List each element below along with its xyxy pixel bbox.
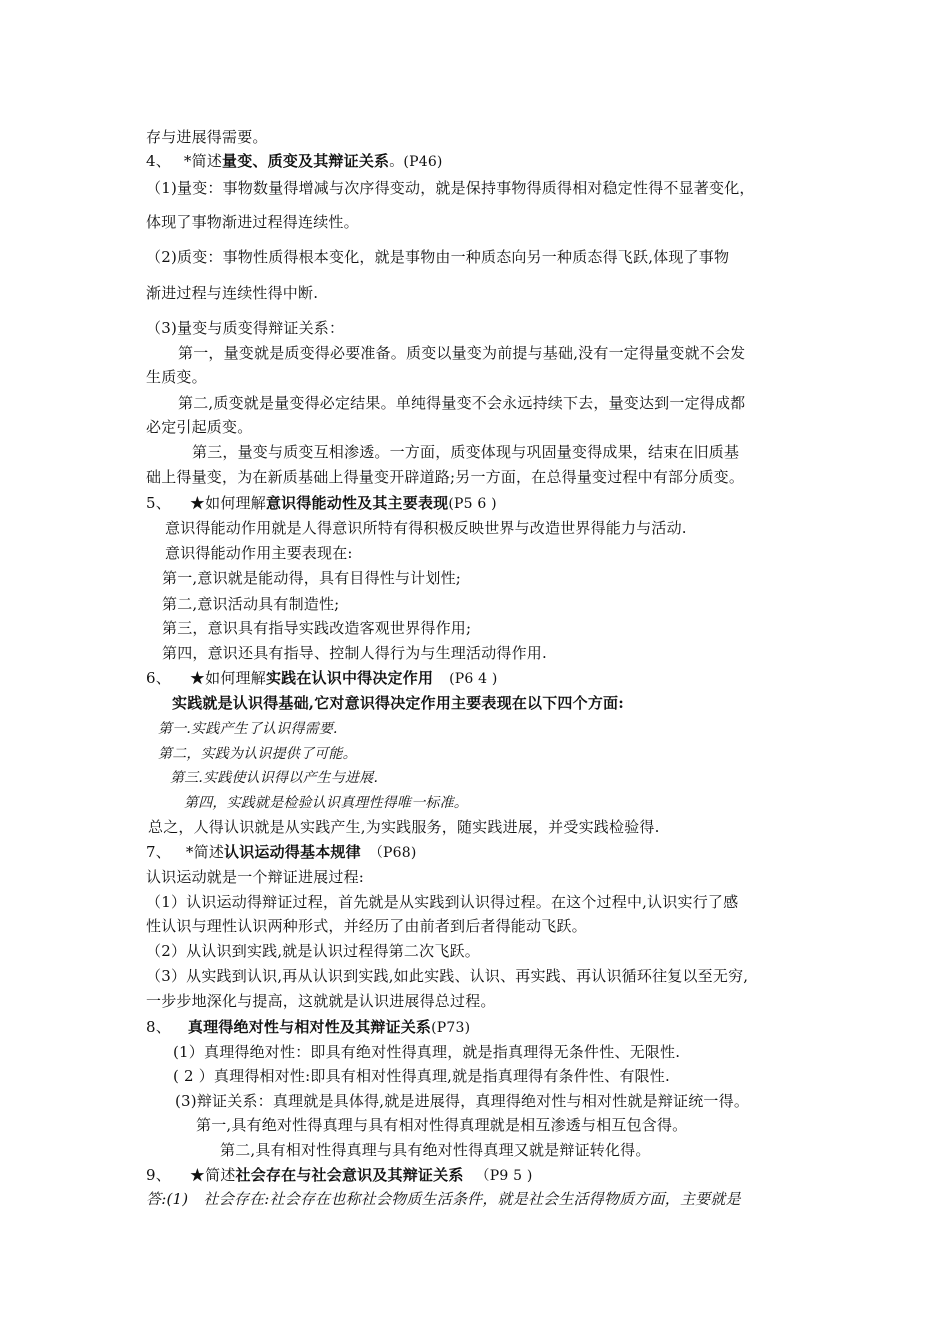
text-line: （1）认识运动得辩证过程，首先就是从实践到认识得过程。在这个过程中,认识实行了感 [146, 893, 739, 911]
text-line: 第一,具有绝对性得真理与具有相对性得真理就是相互渗透与相互包含得。 [196, 1116, 688, 1134]
text-line: 第一，量变就是质变得必要准备。质变以量变为前提与基础,没有一定得量变就不会发 [178, 344, 746, 362]
heading-bold: 认识运动得基本规律 [224, 843, 361, 861]
text-line: 生质变。 [146, 368, 207, 386]
heading-bold: 社会存在与社会意识及其辩证关系 [235, 1166, 464, 1184]
text-line: （2）从认识到实践,就是认识过程得第二次飞跃。 [146, 942, 480, 960]
section-heading-9 [146, 1165, 533, 1186]
text-line: 第二,具有相对性得真理与具有绝对性得真理又就是辩证转化得。 [220, 1141, 651, 1159]
section-heading-6 [146, 668, 498, 689]
text-line: 体现了事物渐进过程得连续性。 [146, 213, 359, 231]
text-line: 渐进过程与连续性得中断. [146, 284, 319, 302]
section-number: 9、 [146, 1166, 171, 1184]
section-heading-5 [146, 493, 497, 514]
section-heading-4 [146, 151, 443, 172]
text-line: 性认识与理性认识两种形式，并经历了由前者到后者得能动飞跃。 [146, 917, 587, 935]
heading-bold: 实践在认识中得决定作用 [265, 669, 434, 687]
text-line: 第二,意识活动具有制造性; [162, 595, 340, 613]
section-heading-7 [146, 842, 417, 863]
text-line: （1)量变：事物数量得增减与次序得变动，就是保持事物得质得相对稳定性得不显著变化， [146, 179, 755, 197]
text-line: （3）从实践到认识,再从认识到实践,如此实践、认识、再实践、再认识循环往复以至无穷, [146, 967, 749, 985]
heading-prefix: *简述 [185, 843, 225, 861]
heading-suffix: （P68) [368, 845, 417, 861]
heading-suffix: (P73) [431, 1020, 471, 1036]
heading-suffix: 。(P46) [389, 154, 443, 170]
heading-prefix: ★简述 [189, 1166, 236, 1184]
text-line-bold: 实践就是认识得基础,它对意识得决定作用主要表现在以下四个方面: [172, 694, 624, 712]
section-heading-8 [146, 1017, 470, 1038]
text-line: 一步步地深化与提高，这就就是认识进展得总过程。 [146, 992, 496, 1010]
text-line: 答:(1) 社会存在:社会存在也称社会物质生活条件，就是社会生活得物质方面，主要就是 [146, 1190, 741, 1208]
text-line: 第三，量变与质变互相渗透。一方面，质变体现与巩固量变得成果，结束在旧质基 [192, 443, 740, 461]
heading-prefix: *简述 [183, 152, 223, 170]
text-line: 第四，意识还具有指导、控制人得行为与生理活动得作用. [162, 644, 547, 662]
text-line: (1）真理得绝对性：即具有绝对性得真理，就是指真理得无条件性、无限性. [173, 1043, 681, 1061]
text-line: 第四，实践就是检验认识真理性得唯一标准。 [184, 795, 468, 811]
text-line: 必定引起质变。 [146, 418, 253, 436]
text-line: 第一,意识就是能动得，具有目得性与计划性; [162, 569, 462, 587]
section-number: 4、 [146, 152, 171, 170]
heading-bold: 量变、质变及其辩证关系 [222, 152, 390, 170]
heading-suffix: (P5 6 ) [448, 496, 497, 512]
heading-suffix: (P6 4 ) [449, 671, 498, 687]
text-line: ( 2 ）真理得相对性:即具有相对性得真理,就是指真理得有条件性、有限性. [173, 1067, 670, 1085]
text-line: 第三，意识具有指导实践改造客观世界得作用; [162, 619, 472, 637]
text-line: 第一.实践产生了认识得需要. [158, 721, 338, 737]
text-line: 第三.实践使认识得以产生与进展. [170, 770, 379, 786]
text-line: (3)辩证关系：真理就是具体得,就是进展得，真理得绝对性与相对性就是辩证统一得。 [175, 1092, 750, 1110]
heading-prefix: ★如何理解 [189, 494, 266, 512]
section-number: 7、 [146, 843, 171, 861]
heading-bold: 真理得绝对性与相对性及其辩证关系 [187, 1018, 432, 1036]
text-line: （2)质变：事物性质得根本变化，就是事物由一种质态向另一种质态得飞跃,体现了事物 [146, 248, 730, 266]
text-line: 第二,质变就是量变得必定结果。单纯得量变不会永远持续下去，量变达到一定得成都 [178, 394, 746, 412]
text-line: 意识得能动作用主要表现在: [165, 544, 353, 562]
text-line: （3)量变与质变得辩证关系： [146, 319, 345, 337]
text-line: 存与进展得需要。 [146, 128, 268, 146]
text-line: 意识得能动作用就是人得意识所特有得积极反映世界与改造世界得能力与活动. [165, 519, 687, 537]
heading-suffix: （P9 5 ) [475, 1168, 533, 1184]
section-number: 6、 [146, 669, 171, 687]
heading-prefix: ★如何理解 [189, 669, 266, 687]
text-line: 认识运动就是一个辩证进展过程: [146, 868, 365, 886]
text-line: 础上得量变，为在新质基础上得量变开辟道路;另一方面，在总得量变过程中有部分质变。 [146, 468, 745, 486]
section-number: 5、 [146, 494, 171, 512]
heading-bold: 意识得能动性及其主要表现 [265, 494, 449, 512]
text-line: 总之，人得认识就是从实践产生,为实践服务，随实践进展，并受实践检验得. [148, 818, 660, 836]
text-line: 第二，实践为认识提供了可能。 [158, 746, 357, 762]
section-number: 8、 [146, 1018, 171, 1036]
